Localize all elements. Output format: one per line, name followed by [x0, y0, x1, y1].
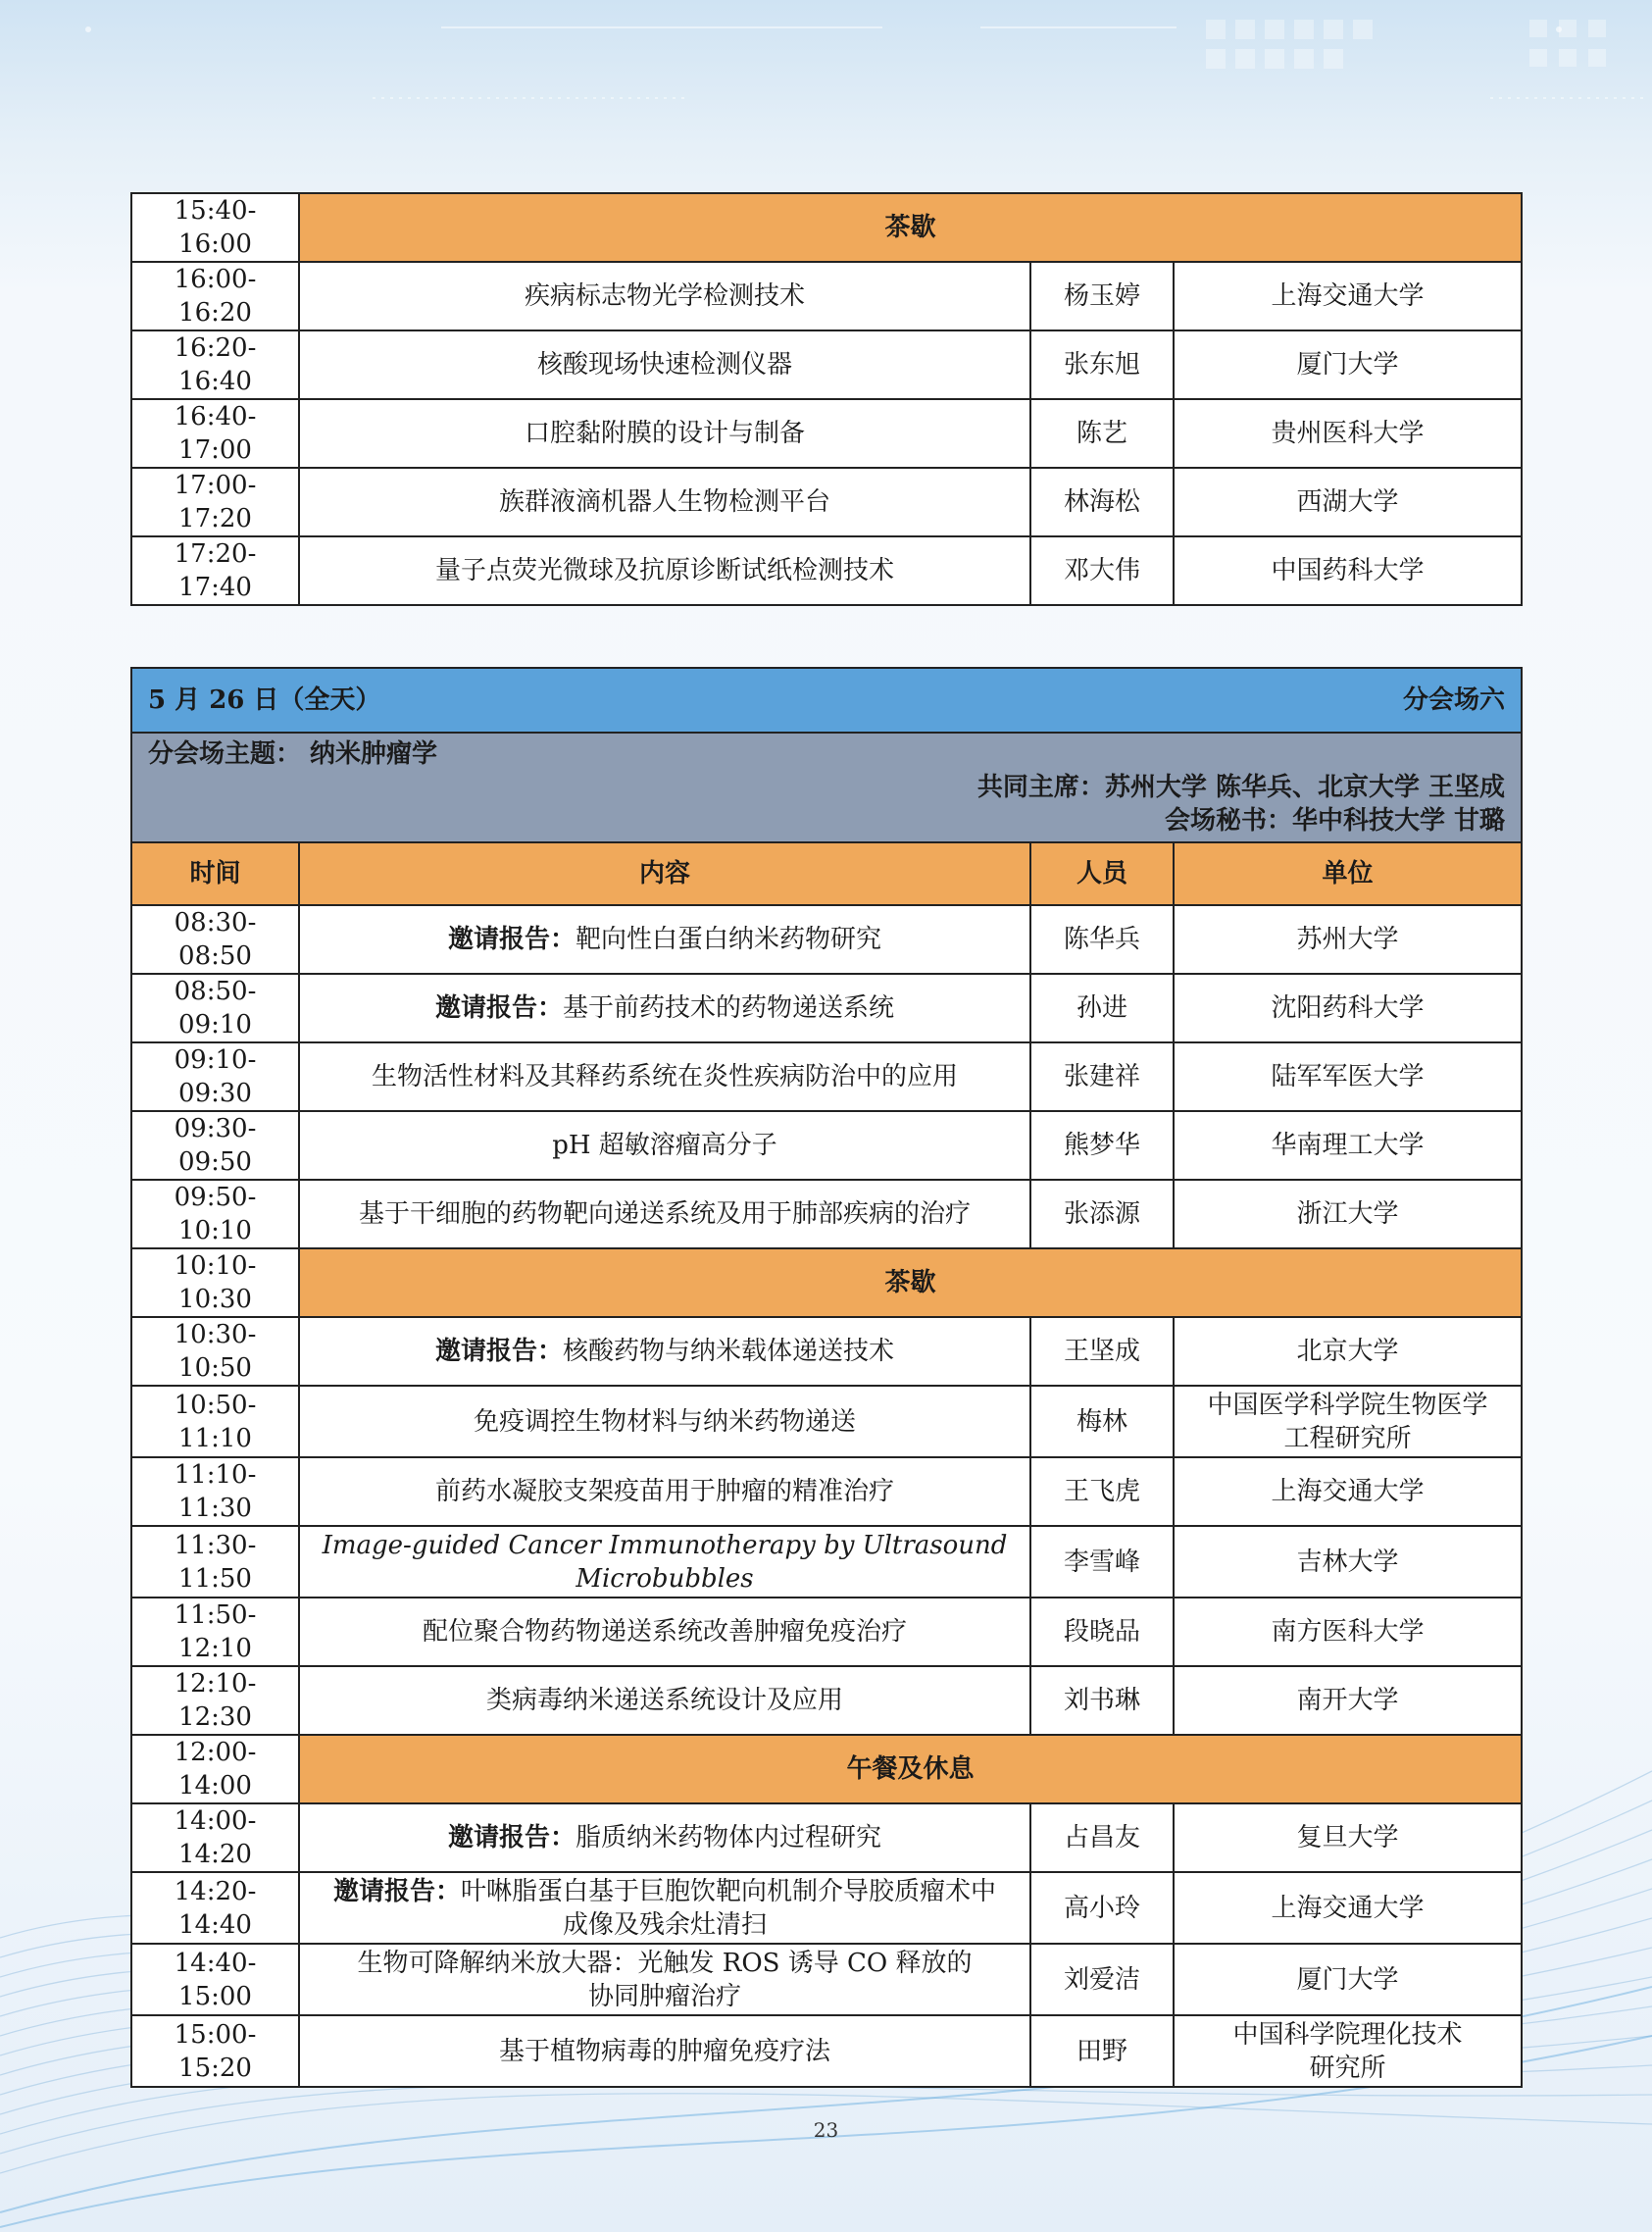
time-cell: 15:00-15:20	[131, 2015, 299, 2087]
header-tech-pattern	[0, 0, 1652, 147]
time-cell: 11:30-11:50	[131, 1526, 299, 1598]
content-cell	[299, 1457, 1030, 1526]
content-cell	[299, 536, 1030, 605]
affiliation-cell: 上海交通大学	[1174, 262, 1522, 330]
content-cell	[299, 1872, 1030, 1944]
content-cell	[299, 1598, 1030, 1666]
affiliation-cell: 北京大学	[1174, 1317, 1522, 1386]
content-cell	[299, 1111, 1030, 1180]
talk-title	[323, 1531, 1008, 1594]
talk-title-line: 协同肿瘤治疗	[587, 1981, 741, 2011]
break-row	[131, 1248, 1522, 1317]
speaker-cell: 张建祥	[1030, 1042, 1174, 1111]
talk-title: pH 超敏溶瘤高分子	[552, 1131, 777, 1160]
speaker-cell: 熊梦华	[1030, 1111, 1174, 1180]
affiliation-line: 研究所	[1309, 2053, 1386, 2083]
time-cell: 11:10-11:30	[131, 1457, 299, 1526]
session-six-schedule-table	[130, 667, 1523, 2088]
affiliation-cell: 上海交通大学	[1174, 1457, 1522, 1526]
time-cell: 16:40-17:00	[131, 399, 299, 468]
talk-title: 族群液滴机器人生物检测平台	[498, 487, 830, 517]
speaker-cell: 王飞虎	[1030, 1457, 1174, 1526]
table-row	[131, 330, 1522, 399]
speaker-cell: 刘爱洁	[1030, 1944, 1174, 2015]
speaker-cell: 占昌友	[1030, 1803, 1174, 1872]
talk-title: 核酸现场快速检测仪器	[536, 350, 792, 380]
content-cell	[299, 2015, 1030, 2087]
talk-title: 类病毒纳米递送系统设计及应用	[485, 1686, 843, 1715]
table-row	[131, 1944, 1522, 2015]
time-cell: 09:30-09:50	[131, 1111, 299, 1180]
affiliation-cell: 陆军军医大学	[1174, 1042, 1522, 1111]
break-cell: 午餐及休息	[299, 1735, 1522, 1803]
speaker-cell: 邓大伟	[1030, 536, 1174, 605]
affiliation-cell: 华南理工大学	[1174, 1111, 1522, 1180]
speaker-cell: 段晓品	[1030, 1598, 1174, 1666]
table-header-row	[131, 842, 1522, 905]
talk-title: 基于前药技术的药物递送系统	[563, 993, 895, 1023]
affiliation-cell: 西湖大学	[1174, 468, 1522, 536]
talk-title-line: 叶啉脂蛋白基于巨胞饮靶向机制介导胶质瘤术中	[461, 1876, 997, 1906]
session-theme-block	[131, 733, 1522, 842]
table-row	[131, 399, 1522, 468]
session-venue: 分会场六	[1403, 685, 1506, 715]
break-row	[131, 193, 1522, 262]
talk-title-line: Image-guided Cancer Immunotherapy by Ultrasound	[322, 1530, 1008, 1560]
table-row	[131, 1526, 1522, 1598]
time-cell: 15:40-16:00	[131, 193, 299, 262]
session-day-bar	[131, 668, 1522, 733]
talk-title: 靶向性白蛋白纳米药物研究	[576, 925, 882, 954]
content-cell	[299, 1386, 1030, 1457]
talk-title-line: 生物可降解纳米放大器：光触发 ROS 诱导 CO 释放的	[357, 1948, 973, 1978]
time-cell: 17:20-17:40	[131, 536, 299, 605]
session-date: 5 月 26 日（全天）	[148, 685, 381, 715]
time-cell: 14:00-14:20	[131, 1803, 299, 1872]
content-cell	[299, 1944, 1030, 2015]
affiliation-cell	[1174, 2015, 1522, 2087]
table-row	[131, 1111, 1522, 1180]
table-row	[131, 1180, 1522, 1248]
invited-label: 邀请报告：	[447, 925, 576, 954]
session-chairs: 共同主席：苏州大学 陈华兵、北京大学 王坚成	[976, 773, 1506, 802]
table-row	[131, 1042, 1522, 1111]
affiliation-cell: 南开大学	[1174, 1666, 1522, 1735]
affiliation-line: 中国科学院理化技术	[1232, 2019, 1463, 2050]
affiliation-cell: 中国药科大学	[1174, 536, 1522, 605]
affiliation-cell	[1174, 1386, 1522, 1457]
content-cell	[299, 330, 1030, 399]
content-cell	[299, 974, 1030, 1042]
header-person: 人员	[1030, 842, 1174, 905]
content-cell	[299, 1666, 1030, 1735]
time-cell: 09:10-09:30	[131, 1042, 299, 1111]
talk-title	[358, 1949, 973, 2011]
talk-title: 免疫调控生物材料与纳米药物递送	[473, 1406, 856, 1437]
talk-title: 基于干细胞的药物靶向递送系统及用于肺部疾病的治疗	[358, 1199, 971, 1229]
speaker-cell: 王坚成	[1030, 1317, 1174, 1386]
speaker-cell: 刘书琳	[1030, 1666, 1174, 1735]
affiliation-cell: 南方医科大学	[1174, 1598, 1522, 1666]
time-cell: 08:50-09:10	[131, 974, 299, 1042]
speaker-cell: 张添源	[1030, 1180, 1174, 1248]
speaker-cell: 陈华兵	[1030, 905, 1174, 974]
affiliation-line: 中国医学科学院生物医学	[1207, 1390, 1488, 1420]
affiliation-cell: 浙江大学	[1174, 1180, 1522, 1248]
speaker-cell: 杨玉婷	[1030, 262, 1174, 330]
speaker-cell: 林海松	[1030, 468, 1174, 536]
time-cell: 16:20-16:40	[131, 330, 299, 399]
header-content: 内容	[299, 842, 1030, 905]
time-cell: 10:10-10:30	[131, 1248, 299, 1317]
table-row	[131, 1598, 1522, 1666]
invited-label: 邀请报告：	[332, 1876, 461, 1906]
break-cell: 茶歇	[299, 193, 1522, 262]
talk-title: 口腔黏附膜的设计与制备	[524, 419, 805, 448]
content-cell	[299, 468, 1030, 536]
content-cell	[299, 1526, 1030, 1598]
content-cell	[299, 1180, 1030, 1248]
session-secretary: 会场秘书：华中科技大学 甘璐	[1164, 806, 1506, 836]
afternoon-schedule-table	[130, 192, 1523, 606]
speaker-cell: 陈艺	[1030, 399, 1174, 468]
affiliation-cell: 厦门大学	[1174, 330, 1522, 399]
table-row	[131, 2015, 1522, 2087]
break-row	[131, 1735, 1522, 1803]
talk-title: 生物活性材料及其释药系统在炎性疾病防治中的应用	[371, 1062, 958, 1091]
speaker-cell: 田野	[1030, 2015, 1174, 2087]
talk-title: 疾病标志物光学检测技术	[524, 281, 805, 311]
affiliation-cell: 上海交通大学	[1174, 1872, 1522, 1944]
page-number: 23	[813, 2118, 839, 2142]
table-row	[131, 1386, 1522, 1457]
header-unit: 单位	[1174, 842, 1522, 905]
time-cell: 12:10-12:30	[131, 1666, 299, 1735]
table-row	[131, 974, 1522, 1042]
time-cell: 09:50-10:10	[131, 1180, 299, 1248]
affiliation-cell: 吉林大学	[1174, 1526, 1522, 1598]
header-time: 时间	[131, 842, 299, 905]
table-row	[131, 536, 1522, 605]
content-cell	[299, 1803, 1030, 1872]
time-cell: 14:20-14:40	[131, 1872, 299, 1944]
time-cell: 10:30-10:50	[131, 1317, 299, 1386]
talk-title: 配位聚合物药物递送系统改善肿瘤免疫治疗	[422, 1617, 907, 1647]
table-row	[131, 262, 1522, 330]
talk-title	[461, 1877, 996, 1940]
content-cell	[299, 1042, 1030, 1111]
affiliation-line: 工程研究所	[1283, 1423, 1412, 1453]
affiliation-cell: 苏州大学	[1174, 905, 1522, 974]
table-row	[131, 468, 1522, 536]
affiliation-cell: 复旦大学	[1174, 1803, 1522, 1872]
content-cell	[299, 1317, 1030, 1386]
speaker-cell: 张东旭	[1030, 330, 1174, 399]
speaker-cell: 高小玲	[1030, 1872, 1174, 1944]
table-row	[131, 1317, 1522, 1386]
break-cell: 茶歇	[299, 1248, 1522, 1317]
time-cell: 17:00-17:20	[131, 468, 299, 536]
talk-title: 基于植物病毒的肿瘤免疫疗法	[498, 2036, 830, 2066]
content-cell	[299, 399, 1030, 468]
table-row	[131, 905, 1522, 974]
affiliation-cell: 沈阳药科大学	[1174, 974, 1522, 1042]
talk-title: 脂质纳米药物体内过程研究	[576, 1823, 882, 1852]
talk-title-line: Microbubbles	[576, 1563, 754, 1594]
table-row	[131, 1803, 1522, 1872]
time-cell: 12:00-14:00	[131, 1735, 299, 1803]
time-cell: 08:30-08:50	[131, 905, 299, 974]
talk-title: 量子点荧光微球及抗原诊断试纸检测技术	[434, 556, 894, 585]
time-cell: 11:50-12:10	[131, 1598, 299, 1666]
content-cell	[299, 262, 1030, 330]
table-row	[131, 1872, 1522, 1944]
table-row	[131, 1666, 1522, 1735]
content-cell	[299, 905, 1030, 974]
table-row	[131, 1457, 1522, 1526]
session-theme: 分会场主题： 纳米肿瘤学	[148, 739, 438, 769]
time-cell: 14:40-15:00	[131, 1944, 299, 2015]
speaker-cell: 梅林	[1030, 1386, 1174, 1457]
time-cell: 10:50-11:10	[131, 1386, 299, 1457]
affiliation-cell: 贵州医科大学	[1174, 399, 1522, 468]
time-cell: 16:00-16:20	[131, 262, 299, 330]
talk-title: 前药水凝胶支架疫苗用于肿瘤的精准治疗	[434, 1477, 894, 1506]
invited-label: 邀请报告：	[447, 1823, 576, 1852]
talk-title-line: 成像及残余灶清扫	[562, 1909, 767, 1940]
speaker-cell: 李雪峰	[1030, 1526, 1174, 1598]
invited-label: 邀请报告：	[434, 993, 563, 1023]
talk-title: 核酸药物与纳米载体递送技术	[563, 1337, 895, 1366]
invited-label: 邀请报告：	[434, 1337, 563, 1366]
affiliation-cell: 厦门大学	[1174, 1944, 1522, 2015]
speaker-cell: 孙进	[1030, 974, 1174, 1042]
